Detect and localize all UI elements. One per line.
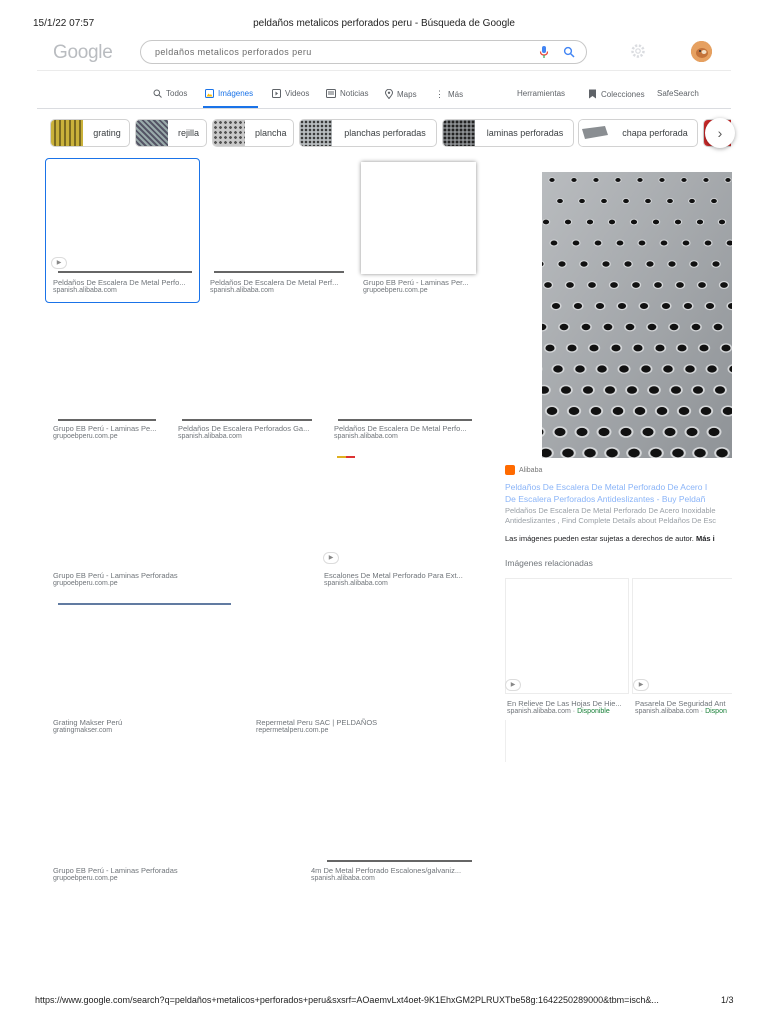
chip-chapa-perforada[interactable] [578,119,698,147]
result-item[interactable] [53,424,163,440]
result-title[interactable]: Peldaños De Escalera De Metal Perfo... [53,278,186,287]
result-title[interactable]: Grupo EB Perú - Laminas Per... [363,278,469,287]
preview-image[interactable] [542,172,732,458]
result-item[interactable] [178,424,318,440]
result-title[interactable]: Peldaños De Escalera Perforados Ga... [178,424,310,433]
chip-grating[interactable] [50,119,130,147]
google-logo[interactable]: Google [53,42,113,63]
result-source: grupoebperu.com.pe [363,287,428,294]
tab-todos-label: Todos [166,89,188,98]
panel-edge [505,720,506,762]
image-edge [182,419,312,421]
preview-title[interactable] [505,481,732,505]
chip-label: rejilla [178,128,200,138]
result-title[interactable]: Escalones De Metal Perforado Para Ext... [324,571,463,580]
result-title[interactable]: 4m De Metal Perforado Escalones/galvaniz... [311,866,462,875]
search-icon[interactable] [563,46,575,58]
image-edge [337,456,355,458]
result-item[interactable] [53,866,233,882]
chip-thumbnail [136,120,168,146]
chip-thumbnail [443,120,475,146]
preview-title-line[interactable]: Peldaños De Escalera De Metal Perforado De Acero I [505,482,708,492]
preview-title-line[interactable]: De Escalera Perforados Antideslizantes - Buy Peldañ [505,494,706,504]
result-title[interactable]: Grupo EB Perú - Laminas Perforadas [53,866,178,875]
avatar[interactable] [691,41,712,62]
play-icon [272,89,281,98]
header-divider [37,70,731,71]
related-source: spanish.alibaba.com [635,708,699,715]
result-title[interactable]: Grupo EB Perú - Laminas Perforadas [53,571,178,580]
availability-badge: Dispon [705,708,727,715]
print-datetime: 15/1/22 07:57 [33,18,95,29]
chip-plancha[interactable] [212,119,294,147]
alibaba-favicon-icon [505,465,515,475]
result-source: repermetalperu.com.pe [256,727,329,734]
related-item[interactable]: Pasarela De Seguridad Ant spanish.alibaba.com · Dispon [635,699,732,715]
preview-description [505,506,732,526]
perforated-sheet-icon [579,120,611,146]
chip-label: laminas perforadas [486,128,564,138]
play-icon[interactable]: ▶ [505,679,521,691]
preview-desc-line: Peldaños De Escalera De Metal Perforado De Acero Inoxidable [505,506,716,515]
result-title[interactable]: Peldaños De Escalera De Metal Perfo... [334,424,467,433]
chip-thumbnail [579,120,611,146]
chip-rejilla[interactable] [135,119,207,147]
related-title[interactable]: Pasarela De Seguridad Ant [635,699,726,708]
result-item[interactable] [210,278,350,294]
tab-imagenes-label: Imágenes [218,89,254,98]
tab-noticias-label: Noticias [340,89,369,98]
result-title[interactable]: Grupo EB Perú - Laminas Pe... [53,424,157,433]
related-title[interactable]: En Relieve De Las Hojas De Hie... [507,699,622,708]
result-title[interactable]: Repermetal Peru SAC | PELDAÑOS [256,718,378,727]
tools-button[interactable] [517,89,565,98]
result-item[interactable] [53,718,233,734]
play-icon[interactable]: ▶ [633,679,649,691]
preview-desc-line: Antideslizantes , Find Complete Details about Peldaños De Esc [505,516,716,525]
chip-label: planchas perforadas [344,128,426,138]
result-source: spanish.alibaba.com [210,287,274,294]
related-image[interactable] [632,578,732,694]
gear-icon[interactable] [630,43,646,59]
bookmark-icon [588,89,597,99]
chip-label: plancha [255,128,287,138]
copyright-notice [505,534,732,543]
collections-button[interactable] [588,89,645,99]
availability-badge: Disponible [577,708,610,715]
play-icon[interactable]: ▶ [51,257,67,269]
result-title[interactable]: Peldaños De Escalera De Metal Perf... [210,278,339,287]
tab-imagenes[interactable] [205,89,253,98]
chip-thumbnail [213,120,245,146]
result-item[interactable] [53,278,195,294]
print-page-number: 1/3 [721,995,734,1005]
chip-label: grating [93,128,121,138]
print-url: https://www.google.com/search?q=peldaños+metalicos+perforados+peru&sxsrf=AOaemvLxt4oet-9K1EhxGM2PLRUXTbe58g:1642250289000&tbm=isch&... [35,995,659,1005]
related-item[interactable]: En Relieve De Las Hojas De Hie... spanish.alibaba.com · Disponible [507,699,631,715]
result-source: spanish.alibaba.com [311,875,375,882]
related-source: spanish.alibaba.com [507,708,571,715]
image-edge [338,419,472,421]
tab-mas-label: Más [448,90,464,99]
result-item[interactable] [53,571,223,587]
chip-thumbnail [51,120,83,146]
image-edge [214,271,344,273]
dog-avatar-icon [691,41,712,62]
related-image[interactable] [505,578,629,694]
result-title[interactable]: Grating Makser Perú [53,718,123,727]
tabs-divider [37,108,731,109]
image-edge [58,603,231,605]
result-item[interactable] [324,571,474,587]
microphone-icon[interactable] [538,45,550,59]
result-source: grupoebperu.com.pe [53,875,118,882]
copyright-text: Las imágenes pueden estar sujetas a derechos de autor. [505,534,694,543]
result-source: spanish.alibaba.com [324,580,388,587]
search-box[interactable] [140,40,587,64]
chips-next-button[interactable] [705,118,735,148]
image-edge [327,860,472,862]
result-source: spanish.alibaba.com [53,287,117,294]
chip-planchas-perforadas[interactable] [299,119,437,147]
more-vert-icon: ⋮ [435,89,444,99]
result-source: grupoebperu.com.pe [53,433,118,440]
tab-videos-label: Videos [285,89,310,98]
image-edge [58,271,192,273]
chevron-right-icon: › [717,125,723,141]
result-source: spanish.alibaba.com [334,433,398,440]
perforated-plate-image [542,172,732,458]
related-images-heading: Imágenes relacionadas [505,558,593,568]
tab-maps[interactable] [385,89,417,99]
safesearch-button[interactable] [657,89,699,98]
result-item[interactable] [363,278,478,294]
image-edge [58,419,156,421]
chip-thumbnail [300,120,332,146]
tools-label: Herramientas [517,89,566,98]
learn-more-link[interactable]: Más i [695,534,715,543]
chip-label: chapa perforada [622,128,688,138]
tab-mas[interactable] [435,89,463,100]
search-icon [153,89,162,98]
tab-noticias[interactable] [326,89,368,98]
result-item[interactable] [256,718,456,734]
news-icon [326,89,336,98]
chip-laminas-perforadas[interactable] [442,119,574,147]
result-source: gratingmakser.com [53,727,113,734]
play-icon[interactable]: ▶ [323,552,339,564]
result-source: grupoebperu.com.pe [53,580,118,587]
result-image[interactable] [361,162,476,274]
preview-source[interactable]: Alibaba [519,467,543,474]
tab-videos[interactable] [272,89,309,98]
safesearch-label: SafeSearch [657,89,699,98]
result-source: spanish.alibaba.com [178,433,242,440]
collections-label: Colecciones [601,89,645,99]
tab-todos[interactable] [153,89,187,98]
map-pin-icon [385,89,393,99]
image-icon [205,89,214,98]
result-item[interactable] [334,424,476,440]
result-item[interactable] [311,866,476,882]
tab-maps-label: Maps [397,89,417,99]
print-title: peldaños metalicos perforados peru - Búsqueda de Google [253,18,515,29]
search-input[interactable]: peldaños metalicos perforados peru [155,47,312,57]
